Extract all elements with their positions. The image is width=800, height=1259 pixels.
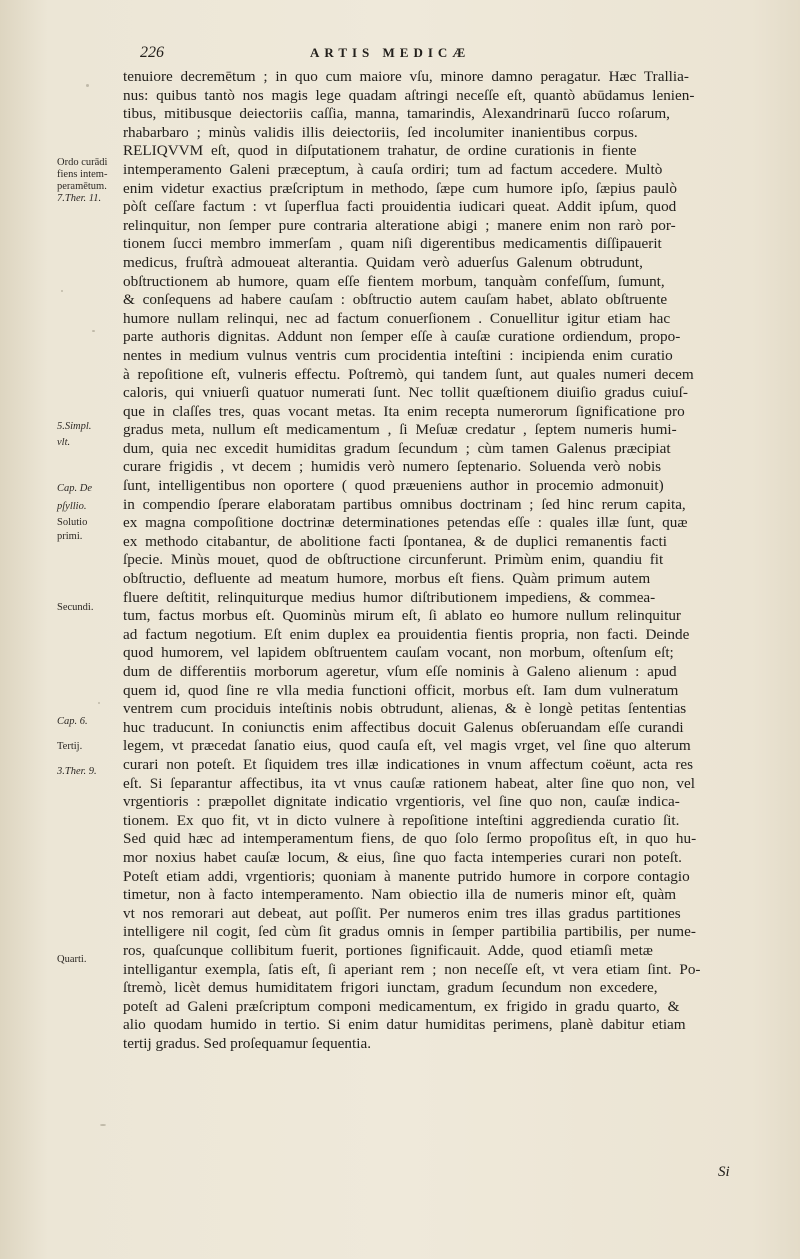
text-line: obſtructio, defluente ad meatum humore, morbus eſt fiens. Quàm primum autem xyxy=(123,570,651,588)
catchword: Si xyxy=(718,1164,730,1180)
margin-note: Secundi. xyxy=(57,602,94,613)
text-line: rhabarbaro ; minùs validis illis deiectoriis, ſed incolumiter inanientibus corpus. xyxy=(123,123,638,141)
margin-note: Tertij. xyxy=(57,741,83,752)
margin-note: Cap. 6. xyxy=(57,716,88,727)
margin-note: Solutio xyxy=(57,517,88,528)
paper-speck xyxy=(61,290,63,292)
margin-note: 5.Simpl. xyxy=(57,421,92,432)
text-line: ventrem cum prociduis inteſtinis nobis obtrudunt, alienas, & è longè petitas ſententias xyxy=(123,700,687,718)
text-line: poteſt ad Galeni præſcriptum componi medicamentum, ex frigido in gradu quarto, & xyxy=(123,997,680,1015)
text-line: dum, quia nec excedit humiditas gradum ſecundum ; cùm tamen Galenus præcipiat xyxy=(123,439,671,457)
text-line: curari non poteſt. Et ſiquidem tres illæ indicationes in vnum affectum coëunt, acta res xyxy=(123,755,694,773)
text-line: ros, quaſcunque collibitum fuerit, portiones ſignificauit. Adde, quod etiamſi metæ xyxy=(123,941,653,959)
text-line: gradus meta, nullum eſt medicamentum , ſi Meſuæ credatur , ſeptem numeris humi- xyxy=(123,421,677,439)
paper-speck xyxy=(92,330,95,332)
margin-note: Ordo curādi xyxy=(57,157,108,168)
text-line: ſtremò, licèt demus humiditatem frigori iunctam, gradum ſecundum non excedere, xyxy=(123,979,658,997)
text-line: intelligantur exempla, ſatis eſt, ſi aperiant rem ; non neceſſe eſt, vt vera etiam ſint. Po- xyxy=(123,960,701,978)
page-number: 226 xyxy=(140,44,164,61)
paper-speck xyxy=(100,1124,106,1126)
text-line: intelligere nil cogit, ſed cùm ſit gradus omnis in ſemper partibilia partibilis, per nume- xyxy=(123,923,696,941)
text-line: Sed quid hæc ad intemperamentum fiens, de quo ſolo ſermo propoſitus eſt, in quo hu- xyxy=(123,830,697,848)
text-line: tenuiore decremētum ; in quo cum maiore vſu, minore damno peragatur. Hæc Trallia- xyxy=(123,68,689,85)
text-line: ex methodo citabantur, de abolitione facti ſpontanea, & de duplici remanentis facti xyxy=(123,532,667,550)
text-line: huc traducunt. In coniunctis enim affectibus docuit Galenus obſeruandam eſſe curandi xyxy=(123,718,684,736)
text-line: tertij gradus. Sed proſequamur ſequentia. xyxy=(123,1034,371,1052)
text-line: à repoſitione eſt, vulneris effectu. Poſtremò, qui tandem ſunt, aut quales numeri decem xyxy=(123,365,694,383)
text-line: quod humorem, vel lapidem obſtruentem cauſam vocant, non morbum, oſtenſum eſt; xyxy=(123,644,674,662)
margin-note: Cap. De xyxy=(57,483,92,494)
text-line: ſunt, intelligentibus non oportere ( quod præueniens author in procemio admonuit) xyxy=(123,477,664,495)
text-line: in compendio ſperare elaboratam partibus omnibus doctrinam ; ſed hinc rerum capita, xyxy=(123,495,686,513)
text-line: vt nos remorari aut debeat, aut poſſit. Per numeros enim tres illas gradus partitiones xyxy=(123,904,681,922)
text-line: obſtructionem ab humore, quam eſſe fientem morbum, tanquàm confeſſum, ſumunt, xyxy=(123,272,665,290)
text-line: enim videtur exactius præſcriptum in methodo, ſæpe cum humore ipſo, ſæpius paulò xyxy=(123,179,677,197)
text-line: nentes in medium vulnus ventris cum procidentia inteſtini : incipienda enim curatio xyxy=(123,346,673,364)
text-line: curare frigidis , vt decem ; humidis verò numero ſeptenario. Soluenda verò nobis xyxy=(123,458,662,476)
text-line: caloris, qui vniuerſi quatuor numerati ſunt. Nec tollit quæſtionem diuiſio gradus cuiuſ- xyxy=(123,384,688,402)
margin-note: 7.Ther. 11. xyxy=(57,193,102,204)
text-line: nus: quibus tantò nos magis lege quadam aſtringi neceſſe eſt, quantò abūdamus lenien- xyxy=(123,86,695,104)
text-line: fluere deſtitit, relinquiturque medius humor diſtributionem impediens, & commea- xyxy=(123,588,656,606)
margin-note: primi. xyxy=(57,531,83,542)
text-line: ſpecie. Minùs mouet, quod de obſtructione circunferunt. Primùm enim, quandiu fit xyxy=(123,551,664,569)
text-line: tibus, mitibusque deiectoriis caſſia, manna, tamarindis, Alexandrinarū ſucco roſarum, xyxy=(123,105,670,123)
text-line: mor noxius habet cauſæ locum, & eius, ſine quo facta intemperies curari non poteſt. xyxy=(123,848,682,866)
text-line: eſt. Si ſeparantur affectibus, ita vt vnus cauſæ rationem habeat, alter ſine quo non, vel xyxy=(123,774,695,792)
text-line: ex magna compoſitione doctrinæ determinationes petendas eſſe : quales illæ ſunt, quæ xyxy=(123,514,688,532)
running-title: ARTIS MEDICÆ xyxy=(310,45,471,60)
page-header xyxy=(0,44,800,68)
text-line: alio quodam humido in tertio. Si enim datur humiditas perimens, planè dabitur etiam xyxy=(123,1016,686,1034)
text-line: intemperamento Galeni præceptum, à cauſa ordiri; tum ad factum accedere. Multò xyxy=(123,160,663,178)
margin-note: vlt. xyxy=(57,437,71,448)
margin-notes xyxy=(0,0,118,1259)
text-line: pòſt ceſſare factum : vt ſuperflua facti prouidentia iudicari queat. Addit ipſum, quod xyxy=(123,198,677,216)
text-line: RELIQVVM eſt, quod in diſputationem trahatur, de ordine curationis in fiente xyxy=(123,142,637,160)
margin-note: peramētum. xyxy=(57,181,107,192)
text-line: vrgentioris : præpollet dignitate indicatio vrgentioris, vel ſine quo non, cauſæ indica- xyxy=(123,793,680,811)
text-line: parte authoris dignitas. Addunt non ſemper eſſe à cauſæ curatione ordiendum, propo- xyxy=(123,328,681,346)
text-line: ad factum negotium. Eſt enim duplex ea prouidentia fientis propria, non facti. Deinde xyxy=(123,625,690,643)
text-line: relinquitur, non ſemper pure contraria alteratione abigi ; manere enim non rarò por- xyxy=(123,216,676,234)
body-text xyxy=(123,68,768,1053)
text-line: tionem ſucci membro immerſam , quam niſi digerentibus medicamentis diſſipauerit xyxy=(123,235,662,253)
text-line: Poteſt etiam addi, vrgentioris; quoniam à manente putrido humore in corpore contagio xyxy=(123,867,690,885)
text-line: humore nullam relinqui, nec ad factum conuerſionem . Conuellitur igitur etiam hac xyxy=(123,309,671,327)
paper-speck xyxy=(86,84,89,87)
text-line: quem id, quod ſine re vlla media functioni officit, morbus eſt. Iam dum vulneratum xyxy=(123,681,679,699)
text-line: & conſequens ad habere cauſam : obſtructio autem cauſam habet, ablato obſtruente xyxy=(123,291,668,309)
paper-speck xyxy=(98,702,100,704)
text-line: tum, factus morbus eſt. Quominùs mirum eſt, ſi ablato eo humore nullum relinquitur xyxy=(123,607,681,625)
margin-note: pſyllio. xyxy=(57,501,87,512)
text-line: timetur, non à facto intemperamento. Nam obiectio illa de numeris minor eſt, quàm xyxy=(123,886,677,904)
text-line: tionem. Ex quo fit, vt in dicto vulnere à repoſitione inteſtini aggredienda curatio ſit. xyxy=(123,811,680,829)
margin-note: Quarti. xyxy=(57,954,87,965)
text-line: que in claſſes tres, quas vocant metas. Ita enim recepta numerorum ſignificatione pro xyxy=(123,402,685,420)
text-line: legem, vt præcedat ſanatio eius, quod cauſa eſt, vel magis vrget, vel ſine quo alterum xyxy=(123,737,691,755)
text-line: dum de differentiis morborum ageretur, vſum eſſe nominis à Galeno alienum : apud xyxy=(123,663,677,680)
margin-note: 3.Ther. 9. xyxy=(57,766,97,777)
margin-note: fiens intem- xyxy=(57,169,108,180)
text-line: medicus, fruſtrà admoueat alterantia. Quidam verò aduerſus Galenum obtrudunt, xyxy=(123,253,643,271)
